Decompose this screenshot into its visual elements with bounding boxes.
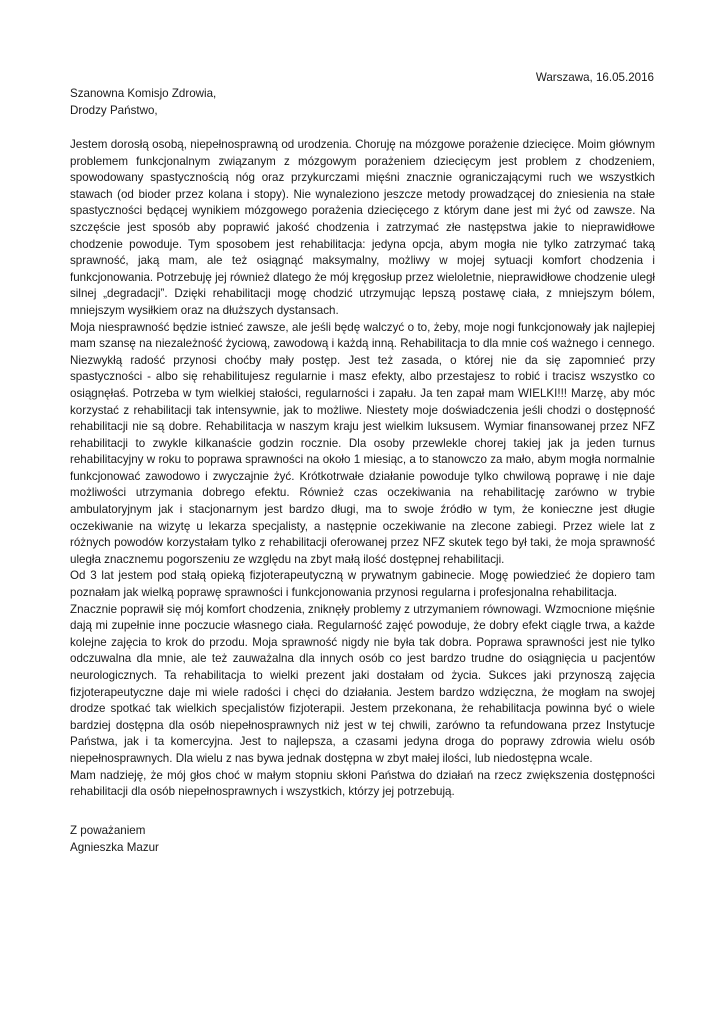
signature-name: Agnieszka Mazur	[70, 840, 159, 854]
body-paragraph: Mam nadzieję, że mój głos choć w małym stopniu skłoni Państwa do działań na rzecz zwiększenia dostępności rehabilitacji dla osób niepełnosprawnych i wszystkich, którzy jej potrzebują.	[70, 768, 655, 799]
place-date: Warszawa, 16.05.2016	[535, 71, 654, 84]
closing-block	[70, 823, 660, 856]
letter-body	[70, 137, 655, 801]
body-paragraph: Moja niesprawność będzie istnieć zawsze, ale jeśli będę walczyć o to, żeby, moje nogi funkcjonowały jak najlepiej mam szansę na niezależność życiową, zawodową i każdą inną. Rehabilitacja to dla mnie coś ważnego i cennego. Niezwykłą radość przynosi choćby mały postęp. Jest też zasada, o której nie da się zapomnieć przy spastyczności - albo się rehabilitujesz regularnie i masz efekty, albo przestajesz to robić i tracisz wszystko co osiągnęłaś. Potrzeba w tym wielkiej stałości, regularności i zapału. Ja ten zapał mam WIELKI!!! Marzę, aby móc korzystać z rehabilitacji tak intensywnie, jak to możliwe. Niestety moje doświadczenia jeśli chodzi o dostępność rehabilitacji nie są dobre. Rehabilitacja w naszym kraju jest wielkim luksusem. Wymiar finansowanej przez NFZ rehabilitacji to zwykle kilkanaście godzin rocznie. Dla osoby przewlekle chorej takiej jak ja jeden turnus rehabilitacyjny w roku to poprawa sprawności na około 1 miesiąc, a to stanowczo za mało, abym mogła normalnie funkcjonować zawodowo i zwyczajnie żyć. Krótkotrwałe działanie powoduje tylko chwilową poprawę i nie daje możliwości utrzymania dobrego efektu. Również czas oczekiwania na rehabilitację zarówno w trybie ambulatoryjnym jak i stacjonarnym jest bardzo długi, ma to swoje źródło w tym, że konieczne jest długie oczekiwanie na wizytę u lekarza specjalisty, a następnie oczekiwanie na zlecone zabiegi. Przez wiele lat z różnych powodów korzystałam tylko z rehabilitacji oferowanej przez NFZ skutek tego był taki, że moja sprawność uległa znacznemu pogorszeniu ze względu na zbyt małą ilość dostępnej rehabilitacji.	[70, 320, 655, 566]
closing-phrase: Z poważaniem	[70, 824, 146, 837]
body-paragraph: Znacznie poprawił się mój komfort chodzenia, zniknęły problemy z utrzymaniem równowagi. Wzmocnione mięśnie dają mi zupełnie inne poczucie własnego ciała. Regularność zajęć powoduje, że dobry efekt ciągle trwa, a każde kolejne zajęcia to krok do przodu. Moja sprawność nigdy nie była tak dobra. Poprawa sprawności jest nie tylko odczuwalna dla mnie, ale też zauważalna dla innych osób co jest bardzo trudne do osiągnięcia u pacjentów neurologicznych. Ta rehabilitacja to wielki prezent jaki dostałam od życia. Sukces jaki przynoszą zajęcia fizjoterapeutyczne daje mi wiele radości i chęci do działania. Jestem bardzo wdzięczna, że mogłam na swojej drodze spotkać tak wielkich specjalistów fizjoterapii. Jestem przekonana, że rehabilitacja powinna być o wiele bardziej dostępna dla osób niepełnosprawnych niż jest w tej chwili, zarówno ta refundowana przez Instytucje Państwa, jak i ta komercyjna. Jest to najlepsza, a czasami jedyna droga do poprawy zdrowia wielu osób niepełnosprawnych. Dla wielu z nas bywa jednak dostępna w zbyt małej ilości, lub niedostępna wcale.	[70, 602, 655, 765]
body-paragraph: Jestem dorosłą osobą, niepełnosprawną od urodzenia. Choruję na mózgowe porażenie dziecięce. Moim głównym problemem funkcjonalnym związanym z mózgowym porażeniem dziecięcym jest problem z chodzeniem, spowodowany spastycznością nóg oraz przykurczami mięśni znacznie ograniczającymi ruch we wszystkich stawach (od bioder przez kolana i stopy). Nie wynaleziono jeszcze metody prowadzącej do zniesienia na stałe spastyczności będącej wynikiem mózgowego porażenia dziecięcego z którym dane jest mi żyć od zawsze. Na szczęście jest sposób aby poprawić jakość chodzenia i zatrzymać złe następstwa jakie to nieprawidłowe chodzenie powoduje. Tym sposobem jest rehabilitacja: jedyna opcja, abym mogła nie tylko zatrzymać taką sprawność, jaką mam, ale też osiągnąć maksymalny, możliwy w mojej sytuacji komfort chodzenia i funkcjonowania. Potrzebuję jej również dlatego że mój kręgosłup przez wieloletnie, nieprawidłowe chodzenie uległ silnej „degradacji”. Dzięki rehabilitacji mogę chodzić utrzymując lepszą postawę ciała, z mniejszym bólem, mniejszym wysiłkiem oraz na dłuższych dystansach.	[70, 138, 655, 317]
body-paragraph: Od 3 lat jestem pod stałą opieką fizjoterapeutyczną w prywatnym gabinecie. Mogę powiedzieć że dopiero tam poznałam jak wielką poprawę sprawności i funkcjonowania przynosi regularna i profesjonalna rehabilitacja.	[70, 569, 655, 600]
salutation-block	[70, 86, 660, 119]
salutation-line: Drodzy Państwo,	[70, 103, 158, 117]
salutation-line: Szanowna Komisjo Zdrowia,	[70, 87, 217, 100]
